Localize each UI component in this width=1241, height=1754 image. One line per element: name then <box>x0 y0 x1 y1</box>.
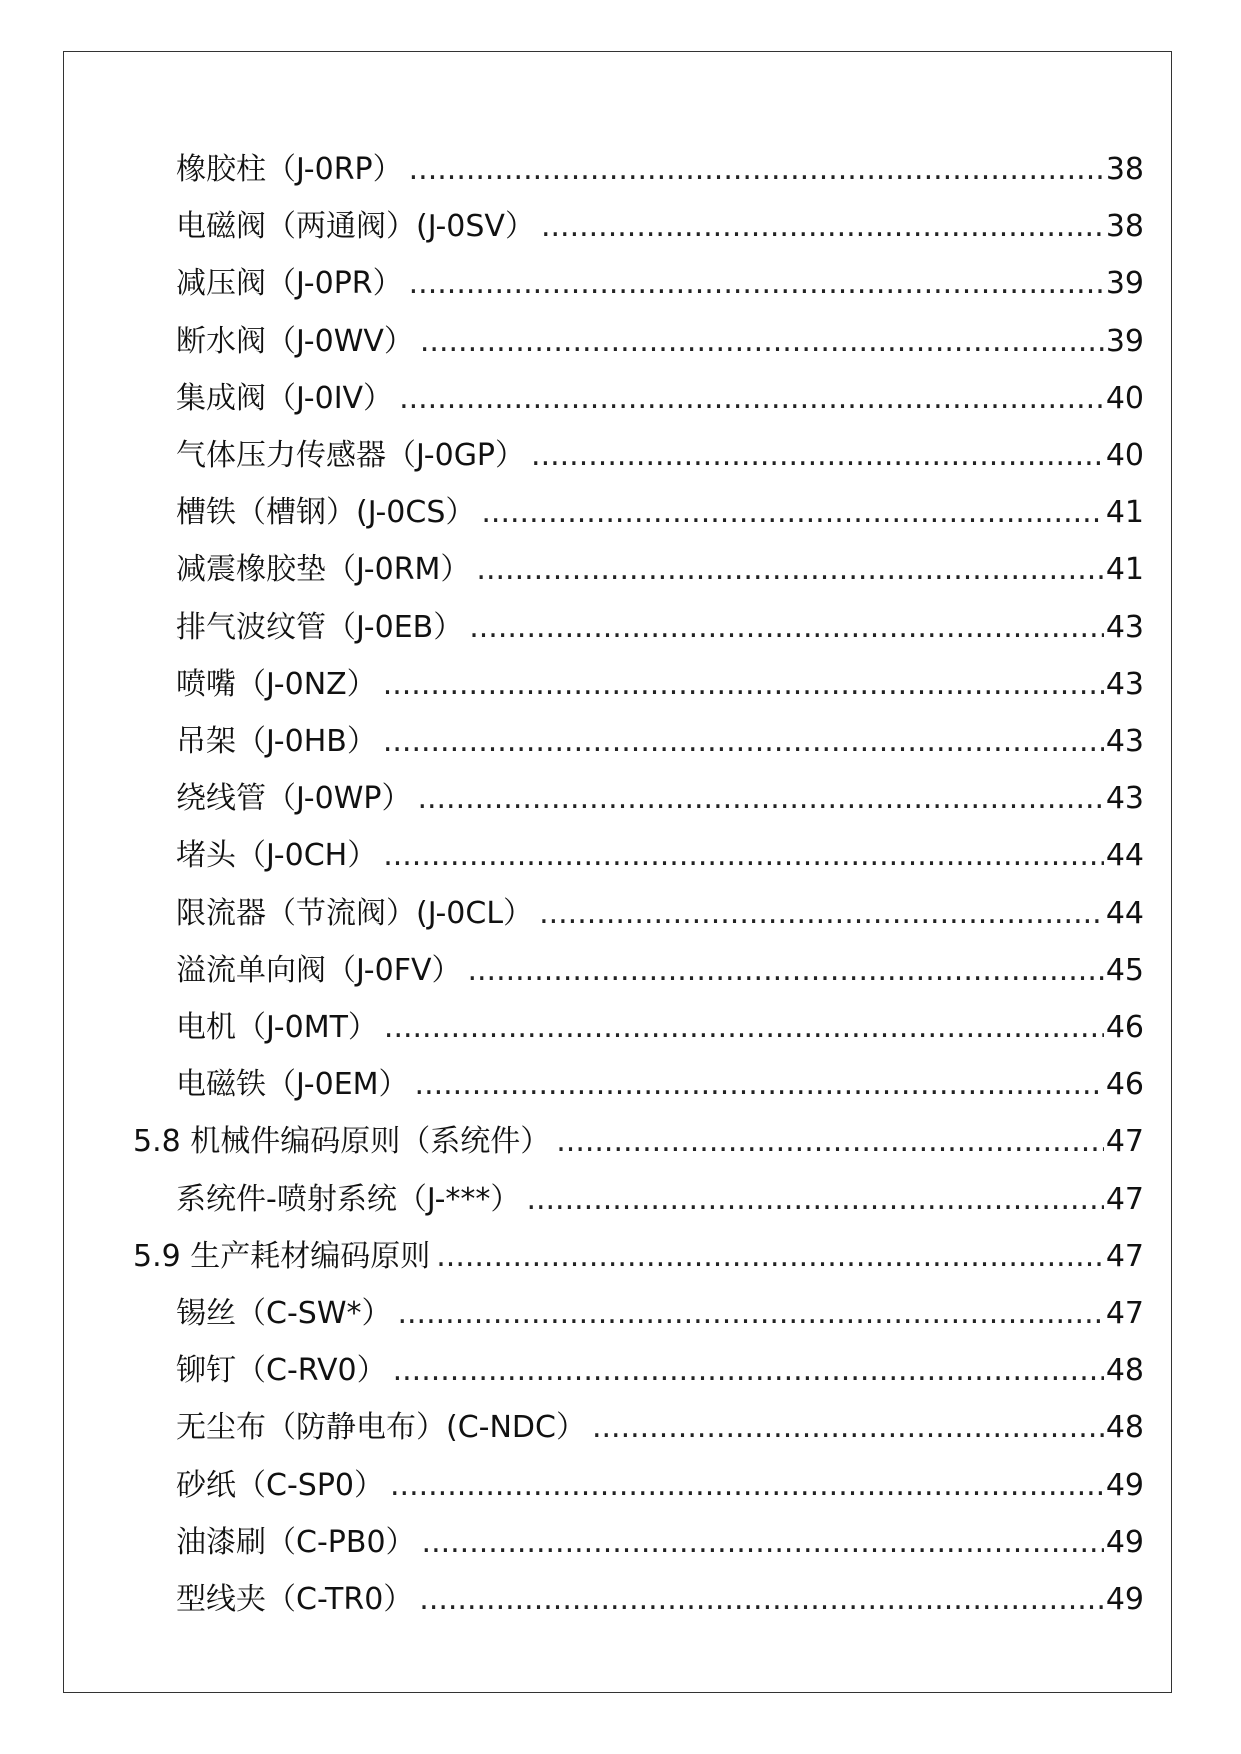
toc-entry-page-number: 47 <box>1105 1238 1144 1274</box>
toc-dot-leader <box>390 1466 1104 1506</box>
toc-entry-title: 断水阀（J-0WV） <box>176 323 414 359</box>
toc-entry-title: 绕线管（J-0WP） <box>176 781 412 817</box>
toc-entry-title: 橡胶柱（J-0RP） <box>176 152 403 187</box>
toc-dot-leader <box>419 1580 1104 1620</box>
toc-entry[interactable] <box>176 322 1144 362</box>
toc-entry[interactable] <box>176 608 1144 648</box>
toc-entry-page-number: 43 <box>1105 666 1144 702</box>
toc-entry-title: 5.8 机械件编码原则（系统件） <box>133 1124 551 1160</box>
toc-dot-leader <box>531 436 1104 476</box>
toc-entry[interactable] <box>176 207 1144 247</box>
toc-entry[interactable] <box>176 493 1144 533</box>
toc-entry[interactable] <box>176 1065 1144 1105</box>
toc-entry-page-number: 40 <box>1105 380 1144 416</box>
toc-entry-page-number: 44 <box>1105 895 1144 931</box>
toc-entry-page-number: 47 <box>1105 1181 1144 1217</box>
toc-entry[interactable] <box>176 150 1144 190</box>
toc-entry-page-number: 49 <box>1105 1467 1144 1503</box>
toc-entry-title: 电磁铁（J-0EM） <box>176 1067 409 1103</box>
toc-entry[interactable] <box>176 436 1144 476</box>
toc-entry-title: 电机（J-0MT） <box>176 1010 378 1045</box>
toc-entry[interactable] <box>176 665 1144 705</box>
toc-entry-page-number: 46 <box>1105 1010 1144 1045</box>
toc-entry[interactable] <box>176 1523 1144 1563</box>
toc-entry-title: 气体压力传感器（J-0GP） <box>176 438 526 473</box>
toc-entry-page-number: 47 <box>1105 1124 1144 1160</box>
toc-entry-page-number: 41 <box>1105 552 1144 588</box>
toc-dot-leader <box>397 1294 1103 1334</box>
toc-entry-title: 溢流单向阀（J-0FV） <box>176 952 462 988</box>
toc-entry-page-number: 46 <box>1105 1067 1144 1103</box>
toc-entry[interactable] <box>133 1122 1144 1162</box>
toc-entry-page-number: 45 <box>1105 952 1144 988</box>
toc-entry-title: 集成阀（J-0IV） <box>176 380 394 416</box>
toc-entry-title: 锡丝（C-SW*） <box>176 1296 392 1331</box>
toc-entry[interactable] <box>176 1408 1144 1448</box>
toc-entry-page-number: 47 <box>1105 1296 1144 1331</box>
toc-dot-leader <box>556 1122 1104 1162</box>
toc-entry-title: 吊架（J-0HB） <box>176 724 377 759</box>
toc-dot-leader <box>383 722 1104 762</box>
toc-entry[interactable] <box>176 951 1144 991</box>
toc-entry-title: 5.9 生产耗材编码原则 <box>133 1238 431 1274</box>
toc-entry-title: 堵头（J-0CH） <box>176 838 378 874</box>
toc-dot-leader <box>481 493 1103 533</box>
toc-dot-leader <box>384 1008 1104 1048</box>
toc-entry[interactable] <box>176 1351 1144 1391</box>
toc-entry[interactable] <box>176 550 1144 590</box>
toc-entry-title: 排气波纹管（J-0EB） <box>176 609 464 645</box>
toc-entry[interactable] <box>176 722 1144 762</box>
toc-dot-leader <box>476 550 1103 590</box>
toc-dot-leader <box>393 1351 1104 1391</box>
toc-entry-title: 型线夹（C-TR0） <box>176 1582 414 1617</box>
toc-entry-page-number: 38 <box>1105 152 1144 187</box>
toc-dot-leader <box>539 894 1104 934</box>
toc-entry-page-number: 48 <box>1105 1353 1144 1389</box>
toc-entry[interactable] <box>176 1466 1144 1506</box>
toc-dot-leader <box>526 1180 1103 1220</box>
toc-entry-title: 砂纸（C-SP0） <box>176 1467 384 1503</box>
toc-dot-leader <box>422 1523 1104 1563</box>
toc-entry-page-number: 43 <box>1105 781 1144 817</box>
toc-entry[interactable] <box>176 894 1144 934</box>
toc-dot-leader <box>383 836 1104 876</box>
toc-dot-leader <box>592 1408 1104 1448</box>
toc-entry-title: 油漆刷（C-PB0） <box>176 1524 416 1560</box>
toc-entry-page-number: 43 <box>1105 609 1144 645</box>
toc-entry-page-number: 48 <box>1105 1410 1144 1446</box>
toc-dot-leader <box>415 1065 1104 1105</box>
toc-entry-page-number: 43 <box>1105 724 1144 759</box>
toc-entry-title: 限流器（节流阀）(J-0CL） <box>176 895 534 931</box>
toc-dot-leader <box>420 322 1104 362</box>
toc-entry[interactable] <box>176 1180 1144 1220</box>
toc-entry[interactable] <box>176 779 1144 819</box>
toc-entry-page-number: 39 <box>1105 266 1144 302</box>
toc-entry-page-number: 39 <box>1105 323 1144 359</box>
toc-entry-title: 电磁阀（两通阀）(J-0SV） <box>176 209 535 245</box>
toc-entry[interactable] <box>176 379 1144 419</box>
toc-entry[interactable] <box>176 1580 1144 1620</box>
toc-entry-title: 喷嘴（J-0NZ） <box>176 666 377 702</box>
toc-dot-leader <box>383 665 1104 705</box>
toc-dot-leader <box>399 379 1104 419</box>
toc-entry-page-number: 44 <box>1105 838 1144 874</box>
toc-entry-title: 铆钉（C-RV0） <box>176 1353 387 1389</box>
toc-entry-page-number: 49 <box>1105 1524 1144 1560</box>
toc-entry[interactable] <box>176 1008 1144 1048</box>
toc-entry-page-number: 40 <box>1105 438 1144 473</box>
toc-entry-title: 减压阀（J-0PR） <box>176 266 403 302</box>
toc-entry-title: 槽铁（槽钢）(J-0CS） <box>176 495 476 531</box>
toc-entry-title: 无尘布（防静电布）(C-NDC） <box>176 1410 586 1446</box>
toc-entry-title: 减震橡胶垫（J-0RM） <box>176 552 471 588</box>
toc-entry[interactable] <box>176 836 1144 876</box>
toc-entry[interactable] <box>176 264 1144 304</box>
toc-dot-leader <box>469 608 1104 648</box>
toc-dot-leader <box>409 150 1104 190</box>
toc-dot-leader <box>417 779 1103 819</box>
toc-entry-page-number: 38 <box>1105 209 1144 245</box>
toc-dot-leader <box>409 264 1104 304</box>
toc-entry-page-number: 41 <box>1105 495 1144 531</box>
toc-dot-leader <box>541 207 1104 247</box>
toc-entry[interactable] <box>133 1237 1144 1277</box>
toc-entry-title: 系统件-喷射系统（J-***） <box>176 1181 521 1217</box>
toc-entry-page-number: 49 <box>1105 1582 1144 1617</box>
toc-dot-leader <box>467 951 1103 991</box>
toc-dot-leader <box>436 1237 1104 1277</box>
toc-entry[interactable] <box>176 1294 1144 1334</box>
